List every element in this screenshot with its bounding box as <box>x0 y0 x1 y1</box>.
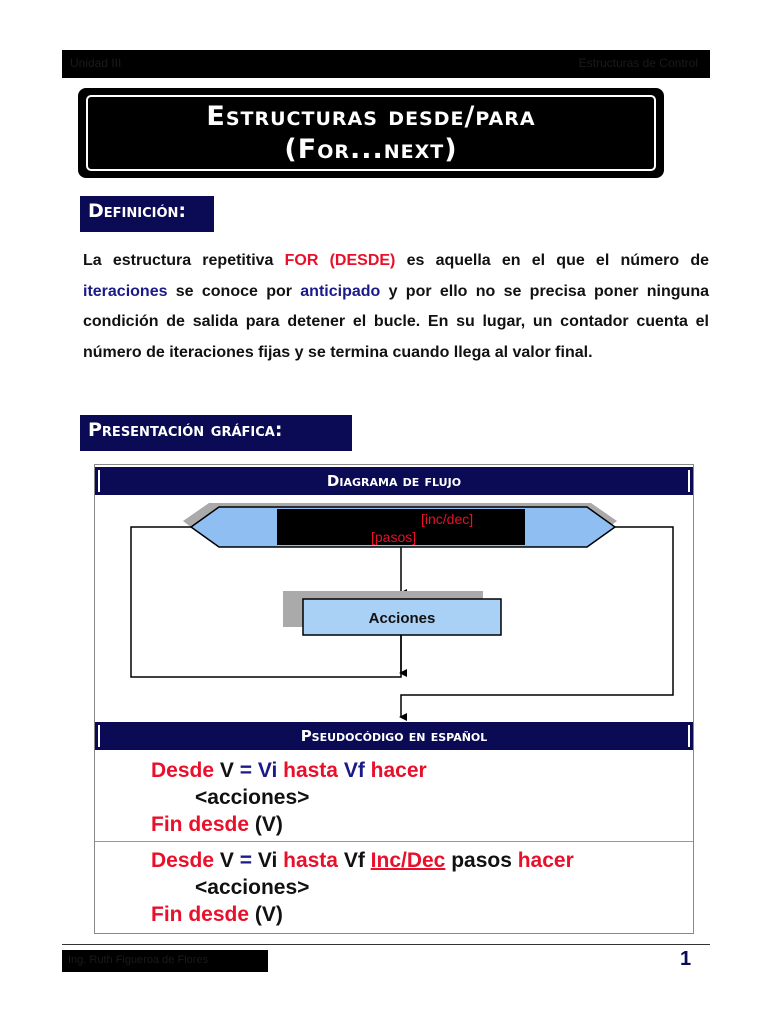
pseudo2-line-3 <box>151 901 574 928</box>
pseudo2-line-1 <box>151 847 574 874</box>
footer-rule <box>62 944 710 945</box>
op-eq: = <box>239 849 252 872</box>
kw-hacer: hacer <box>517 849 574 872</box>
op-eq: = <box>239 759 252 782</box>
footer-author: Ing. Ruth Figueroa de Flores <box>68 954 209 966</box>
var-v-close: (V) <box>249 813 283 836</box>
page-number: 1 <box>680 948 692 970</box>
para-text-4: y por ello no se precisa poner ninguna condición de salida para detener el bucle. En su lugar, un contador cuenta el número de iteraciones fijas y se termina cuando llega al valor final. <box>83 282 709 361</box>
page-footer <box>62 950 268 972</box>
diagram-panel <box>94 464 694 934</box>
para-anticipado: anticipado <box>300 282 381 300</box>
var-v: V <box>214 849 240 872</box>
title-banner <box>78 88 664 178</box>
pseudo-title-band <box>95 722 693 750</box>
page-header <box>62 50 710 78</box>
para-text-1: La estructura repetitiva <box>83 252 285 269</box>
title-frame <box>86 95 656 171</box>
hexagon-label-pasos: [pasos] <box>371 529 417 545</box>
kw-desde: Desde <box>151 849 215 872</box>
hexagon-label-incdec: [inc/dec] <box>421 511 474 527</box>
var-v-close: (V) <box>249 903 283 926</box>
actions-label: Acciones <box>368 610 436 627</box>
var-vf: Vf <box>337 759 371 782</box>
kw-desde: Desde <box>151 759 215 782</box>
kw-hasta: hasta <box>283 849 338 872</box>
var-pasos: pasos <box>445 849 518 872</box>
para-iteraciones: iteraciones <box>83 282 168 300</box>
var-vi: Vi <box>251 759 284 782</box>
var-v: V <box>214 759 240 782</box>
header-unit: Unidad III <box>70 56 122 70</box>
flow-title: Diagrama de flujo <box>98 470 690 492</box>
var-vf: Vf <box>337 849 371 872</box>
flowchart <box>95 495 693 721</box>
section-heading-presentation: Presentación gráfica: <box>80 415 352 451</box>
para-for-term: FOR (DESDE) <box>284 252 396 269</box>
pseudocode-block-2 <box>151 847 574 928</box>
kw-fin-desde: Fin desde <box>151 813 250 836</box>
pseudocode-divider <box>95 841 693 842</box>
pseudo-title: Pseudocódigo en español <box>98 725 690 747</box>
title-line-2: (For...next) <box>284 134 458 165</box>
kw-incdec: Inc/Dec <box>370 849 446 872</box>
kw-hacer: hacer <box>370 759 427 782</box>
pseudo1-line-1 <box>151 757 427 784</box>
kw-hasta: hasta <box>283 759 338 782</box>
pseudo1-line-2: <acciones> <box>195 786 310 809</box>
section-heading-definition: Definición: <box>80 196 214 232</box>
pseudo1-line-3 <box>151 811 427 838</box>
pseudo2-line-2: <acciones> <box>195 876 310 899</box>
flow-title-band <box>95 467 693 495</box>
kw-fin-desde: Fin desde <box>151 903 250 926</box>
pseudocode-block-1 <box>151 757 427 838</box>
title-line-1: Estructuras desde/para <box>206 101 536 132</box>
header-topic: Estructuras de Control <box>578 56 698 70</box>
var-vi: Vi <box>251 849 284 872</box>
para-text-2: es aquella en el que el número de <box>395 252 709 269</box>
para-text-3: se conoce por <box>167 282 301 300</box>
definition-paragraph <box>83 246 709 368</box>
